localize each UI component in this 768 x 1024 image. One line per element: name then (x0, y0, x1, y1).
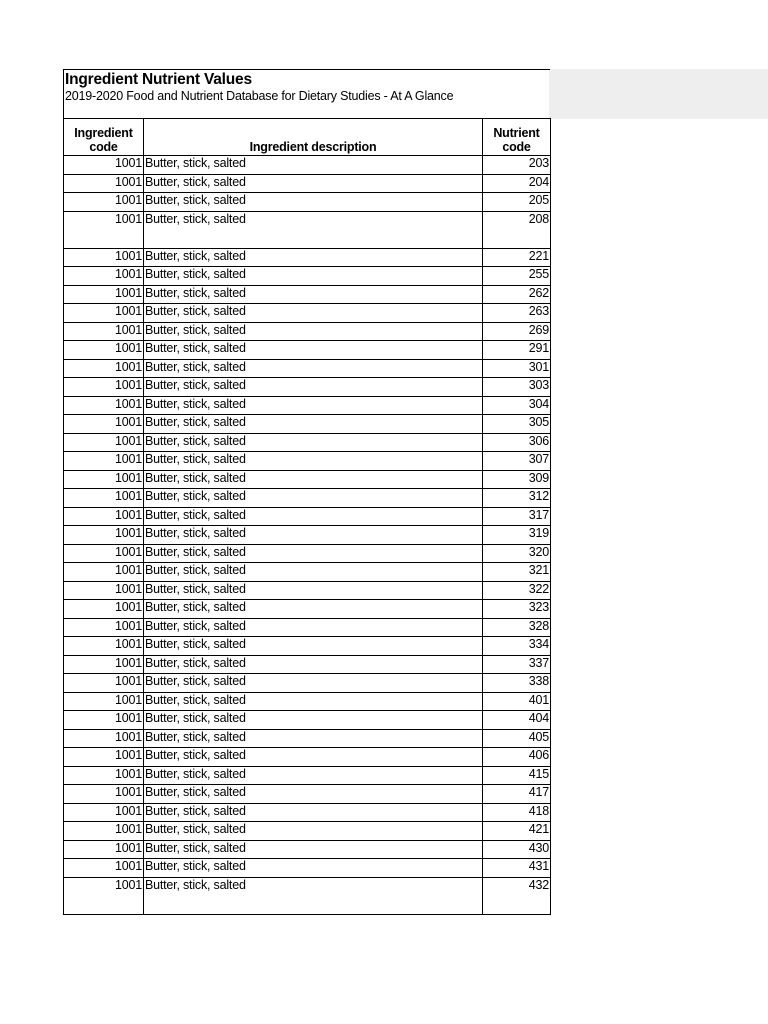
table-row (64, 470, 551, 489)
ingredient-code-cell: 1001 (64, 452, 144, 471)
table-row (64, 396, 551, 415)
table-row (64, 341, 551, 360)
header-background-band (549, 69, 768, 119)
ingredient-description-cell: Butter, stick, salted (144, 840, 483, 859)
ingredient-code-cell: 1001 (64, 433, 144, 452)
ingredient-code-cell: 1001 (64, 785, 144, 804)
ingredient-description-cell: Butter, stick, salted (144, 470, 483, 489)
nutrient-code-cell: 269 (483, 322, 551, 341)
nutrient-code-cell: 406 (483, 748, 551, 767)
nutrient-code-cell: 328 (483, 618, 551, 637)
ingredient-code-cell: 1001 (64, 822, 144, 841)
ingredient-description-cell: Butter, stick, salted (144, 544, 483, 563)
table-row (64, 322, 551, 341)
ingredient-description-cell: Butter, stick, salted (144, 563, 483, 582)
column-header-nutrient-code: Nutrient code (483, 119, 551, 156)
table-row (64, 581, 551, 600)
nutrient-code-cell: 221 (483, 248, 551, 267)
ingredient-code-cell: 1001 (64, 544, 144, 563)
ingredient-description-cell: Butter, stick, salted (144, 822, 483, 841)
table-header-row (64, 119, 551, 156)
nutrient-code-cell: 404 (483, 711, 551, 730)
ingredient-description-cell: Butter, stick, salted (144, 877, 483, 914)
ingredient-code-cell: 1001 (64, 304, 144, 323)
nutrient-code-cell: 263 (483, 304, 551, 323)
nutrient-code-cell: 208 (483, 211, 551, 248)
nutrient-code-cell: 417 (483, 785, 551, 804)
ingredient-description-cell: Butter, stick, salted (144, 729, 483, 748)
ingredient-description-cell: Butter, stick, salted (144, 581, 483, 600)
nutrient-code-cell: 301 (483, 359, 551, 378)
ingredient-description-cell: Butter, stick, salted (144, 174, 483, 193)
nutrient-code-cell: 401 (483, 692, 551, 711)
nutrient-code-cell: 421 (483, 822, 551, 841)
nutrient-code-cell: 319 (483, 526, 551, 545)
ingredient-code-cell: 1001 (64, 193, 144, 212)
ingredient-description-cell: Butter, stick, salted (144, 415, 483, 434)
table-row (64, 156, 551, 175)
ingredient-description-cell: Butter, stick, salted (144, 859, 483, 878)
ingredient-code-cell: 1001 (64, 748, 144, 767)
ingredient-description-cell: Butter, stick, salted (144, 526, 483, 545)
ingredient-description-cell: Butter, stick, salted (144, 433, 483, 452)
ingredient-code-cell: 1001 (64, 341, 144, 360)
table-row (64, 785, 551, 804)
ingredient-code-cell: 1001 (64, 174, 144, 193)
ingredient-code-cell: 1001 (64, 674, 144, 693)
table-row (64, 544, 551, 563)
nutrient-code-cell: 321 (483, 563, 551, 582)
ingredient-description-cell: Butter, stick, salted (144, 378, 483, 397)
nutrient-code-cell: 262 (483, 285, 551, 304)
ingredient-description-cell: Butter, stick, salted (144, 304, 483, 323)
ingredient-description-cell: Butter, stick, salted (144, 359, 483, 378)
ingredient-description-cell: Butter, stick, salted (144, 285, 483, 304)
table-row (64, 803, 551, 822)
ingredient-description-cell: Butter, stick, salted (144, 600, 483, 619)
table-row (64, 674, 551, 693)
ingredient-code-cell: 1001 (64, 581, 144, 600)
ingredient-code-cell: 1001 (64, 248, 144, 267)
table-row (64, 304, 551, 323)
table-row (64, 600, 551, 619)
nutrient-code-cell: 204 (483, 174, 551, 193)
ingredient-code-cell: 1001 (64, 489, 144, 508)
column-header-ingredient-code: Ingredient code (64, 119, 144, 156)
ingredient-code-cell: 1001 (64, 563, 144, 582)
nutrient-code-cell: 418 (483, 803, 551, 822)
ingredient-code-cell: 1001 (64, 803, 144, 822)
ingredient-description-cell: Butter, stick, salted (144, 766, 483, 785)
nutrient-code-cell: 305 (483, 415, 551, 434)
nutrient-code-cell: 323 (483, 600, 551, 619)
ingredient-code-cell: 1001 (64, 618, 144, 637)
table-row (64, 655, 551, 674)
ingredient-code-cell: 1001 (64, 637, 144, 656)
ingredient-description-cell: Butter, stick, salted (144, 618, 483, 637)
ingredient-code-cell: 1001 (64, 322, 144, 341)
table-row (64, 489, 551, 508)
ingredient-code-cell: 1001 (64, 729, 144, 748)
nutrient-code-cell: 432 (483, 877, 551, 914)
table-row (64, 359, 551, 378)
nutrient-code-cell: 334 (483, 637, 551, 656)
table-row (64, 859, 551, 878)
table-row (64, 174, 551, 193)
table-row (64, 822, 551, 841)
ingredient-description-cell: Butter, stick, salted (144, 267, 483, 286)
ingredient-code-cell: 1001 (64, 600, 144, 619)
nutrient-code-cell: 304 (483, 396, 551, 415)
nutrient-code-cell: 205 (483, 193, 551, 212)
nutrient-code-cell: 303 (483, 378, 551, 397)
ingredient-code-cell: 1001 (64, 655, 144, 674)
ingredient-code-cell: 1001 (64, 692, 144, 711)
nutrient-code-cell: 320 (483, 544, 551, 563)
nutrient-code-cell: 405 (483, 729, 551, 748)
ingredient-code-cell: 1001 (64, 415, 144, 434)
nutrient-code-cell: 431 (483, 859, 551, 878)
ingredient-description-cell: Butter, stick, salted (144, 396, 483, 415)
ingredient-description-cell: Butter, stick, salted (144, 711, 483, 730)
nutrient-code-cell: 203 (483, 156, 551, 175)
table-row (64, 729, 551, 748)
nutrient-code-cell: 291 (483, 341, 551, 360)
nutrient-code-cell: 338 (483, 674, 551, 693)
ingredient-description-cell: Butter, stick, salted (144, 156, 483, 175)
document-subtitle: 2019-2020 Food and Nutrient Database for Dietary Studies - At A Glance (65, 89, 454, 103)
ingredient-code-cell: 1001 (64, 877, 144, 914)
nutrient-code-cell: 306 (483, 433, 551, 452)
ingredient-code-cell: 1001 (64, 507, 144, 526)
ingredient-description-cell: Butter, stick, salted (144, 507, 483, 526)
nutrient-code-cell: 337 (483, 655, 551, 674)
ingredient-description-cell: Butter, stick, salted (144, 489, 483, 508)
ingredient-code-cell: 1001 (64, 859, 144, 878)
table-row (64, 211, 551, 248)
title-block (63, 69, 550, 118)
ingredient-description-cell: Butter, stick, salted (144, 452, 483, 471)
ingredient-code-cell: 1001 (64, 470, 144, 489)
ingredient-description-cell: Butter, stick, salted (144, 637, 483, 656)
table-row (64, 433, 551, 452)
nutrient-table (63, 118, 551, 915)
table-row (64, 711, 551, 730)
ingredient-code-cell: 1001 (64, 359, 144, 378)
table-row (64, 840, 551, 859)
nutrient-code-cell: 312 (483, 489, 551, 508)
table-row (64, 507, 551, 526)
ingredient-description-cell: Butter, stick, salted (144, 748, 483, 767)
ingredient-code-cell: 1001 (64, 211, 144, 248)
table-row (64, 766, 551, 785)
table-row (64, 748, 551, 767)
table-row (64, 248, 551, 267)
ingredient-description-cell: Butter, stick, salted (144, 674, 483, 693)
table-row (64, 267, 551, 286)
ingredient-description-cell: Butter, stick, salted (144, 655, 483, 674)
nutrient-code-cell: 307 (483, 452, 551, 471)
document-title: Ingredient Nutrient Values (65, 71, 252, 88)
ingredient-code-cell: 1001 (64, 840, 144, 859)
table-row (64, 618, 551, 637)
spreadsheet (63, 69, 550, 915)
ingredient-description-cell: Butter, stick, salted (144, 248, 483, 267)
table-row (64, 526, 551, 545)
ingredient-code-cell: 1001 (64, 378, 144, 397)
table-row (64, 415, 551, 434)
nutrient-code-cell: 309 (483, 470, 551, 489)
nutrient-code-cell: 322 (483, 581, 551, 600)
ingredient-description-cell: Butter, stick, salted (144, 803, 483, 822)
nutrient-code-cell: 317 (483, 507, 551, 526)
table-row (64, 285, 551, 304)
nutrient-code-cell: 415 (483, 766, 551, 785)
ingredient-code-cell: 1001 (64, 285, 144, 304)
ingredient-description-cell: Butter, stick, salted (144, 211, 483, 248)
ingredient-code-cell: 1001 (64, 766, 144, 785)
ingredient-description-cell: Butter, stick, salted (144, 692, 483, 711)
ingredient-code-cell: 1001 (64, 267, 144, 286)
nutrient-code-cell: 430 (483, 840, 551, 859)
table-body (64, 156, 551, 915)
ingredient-description-cell: Butter, stick, salted (144, 193, 483, 212)
ingredient-description-cell: Butter, stick, salted (144, 322, 483, 341)
table-row (64, 378, 551, 397)
table-row (64, 193, 551, 212)
column-header-ingredient-description: Ingredient description (144, 119, 483, 156)
ingredient-code-cell: 1001 (64, 396, 144, 415)
ingredient-description-cell: Butter, stick, salted (144, 341, 483, 360)
table-row (64, 452, 551, 471)
ingredient-code-cell: 1001 (64, 526, 144, 545)
ingredient-code-cell: 1001 (64, 711, 144, 730)
table-row (64, 563, 551, 582)
table-row (64, 637, 551, 656)
nutrient-code-cell: 255 (483, 267, 551, 286)
table-row (64, 877, 551, 914)
ingredient-description-cell: Butter, stick, salted (144, 785, 483, 804)
ingredient-code-cell: 1001 (64, 156, 144, 175)
table-row (64, 692, 551, 711)
